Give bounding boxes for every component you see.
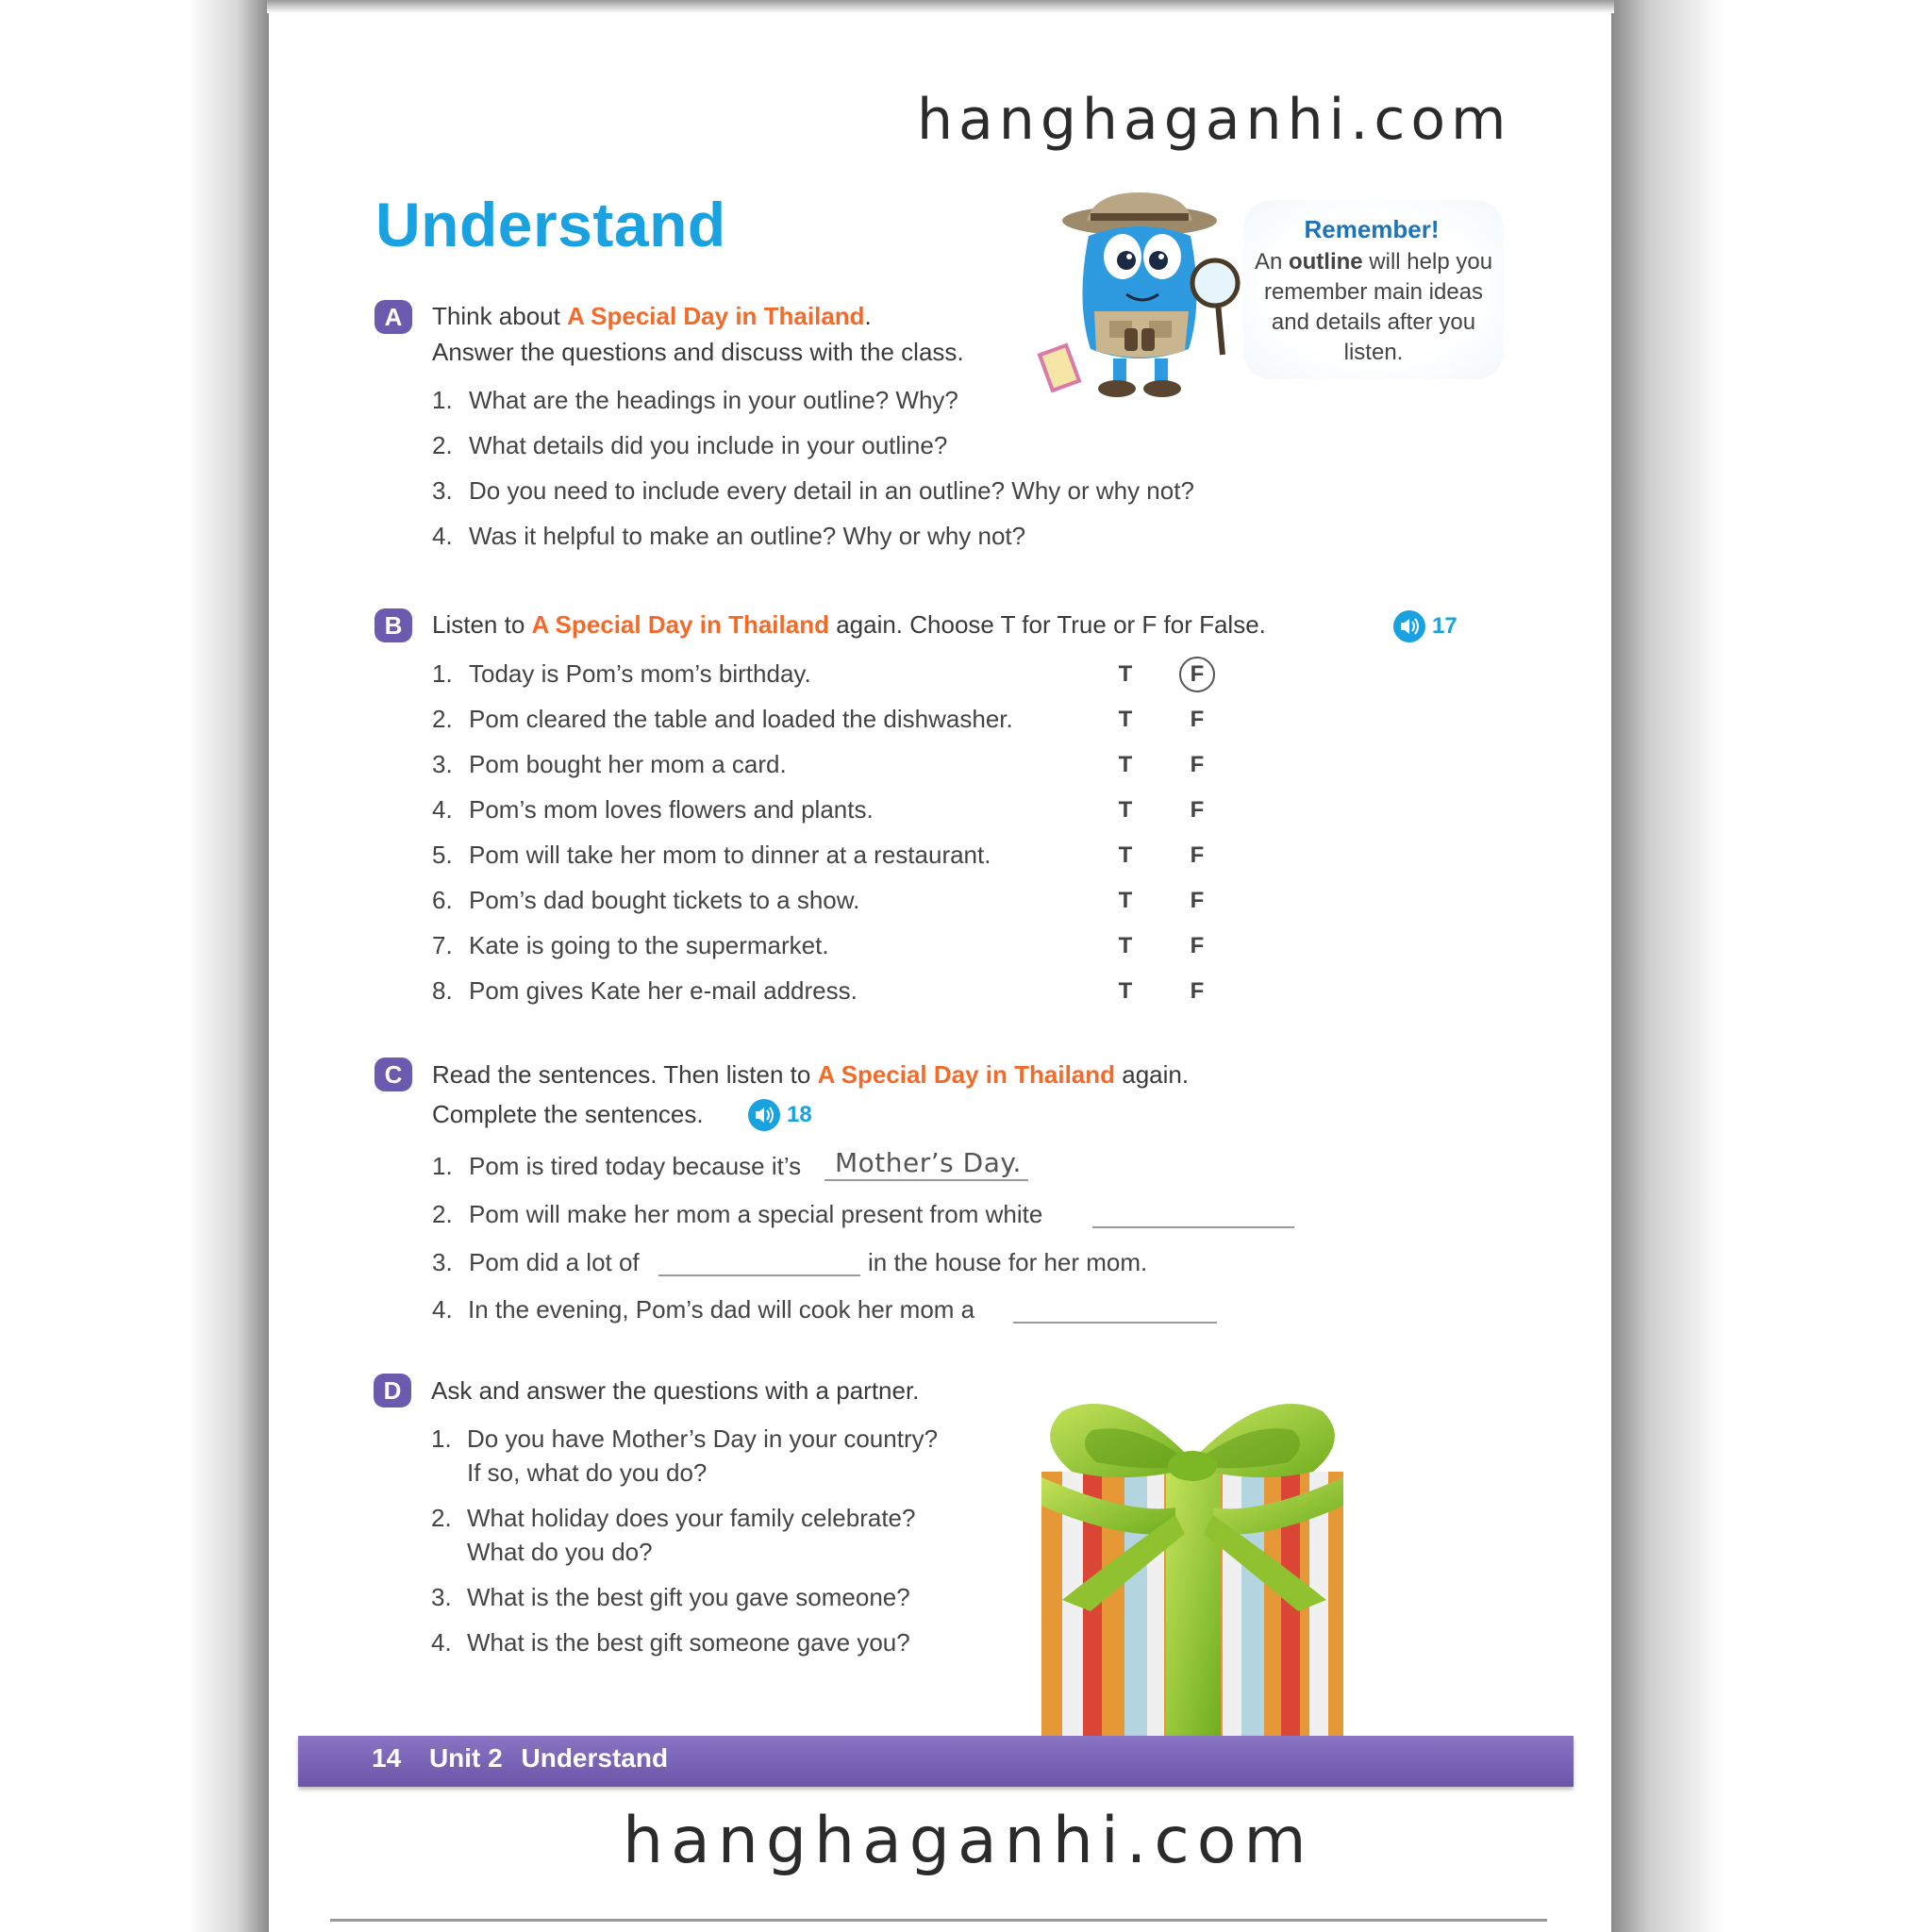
section-a-instruction-line2: Answer the questions and discuss with the class. xyxy=(432,338,964,366)
section-d-badge: D xyxy=(374,1374,411,1407)
audio-track-number: 17 xyxy=(1432,613,1457,639)
answer-blank[interactable] xyxy=(1092,1224,1294,1228)
watermark-top: hanghaganhi.com xyxy=(917,87,1512,153)
discussion-item-line1: What holiday does your family celebrate? xyxy=(467,1504,916,1532)
section-b-audio-button[interactable] xyxy=(1392,609,1457,643)
tf-item-number: 6. xyxy=(432,886,453,914)
tf-item-text: Kate is going to the supermarket. xyxy=(469,931,829,959)
tf-item-text: Pom’s dad bought tickets to a show. xyxy=(469,886,860,914)
discussion-item-line1: What is the best gift you gave someone? xyxy=(467,1583,910,1611)
true-option[interactable]: T xyxy=(1118,707,1133,732)
speaker-icon xyxy=(747,1098,781,1132)
section-a-question: What are the headings in your outline? Why? xyxy=(469,386,958,414)
fill-item-text: Pom will make her mom a special present from white xyxy=(469,1200,1043,1228)
page-shadow-top xyxy=(267,0,1614,13)
remember-body: An outline will help you remember main ideas and details after you listen. xyxy=(1254,249,1493,365)
footer-section: Understand xyxy=(521,1743,669,1773)
page-title: Understand xyxy=(375,190,726,259)
tf-item-text: Pom gives Kate her e-mail address. xyxy=(469,976,858,1005)
fill-item-number: 3. xyxy=(432,1248,453,1276)
section-a-badge: A xyxy=(375,300,412,334)
tf-item-number: 4. xyxy=(432,795,453,824)
answer-blank[interactable] xyxy=(658,1273,860,1276)
true-option[interactable]: T xyxy=(1118,661,1133,687)
tf-item-number: 2. xyxy=(432,705,453,733)
footer-text xyxy=(372,1743,689,1774)
discussion-item-number: 2. xyxy=(431,1504,452,1532)
tf-item-text: Pom will take her mom to dinner at a restaurant. xyxy=(469,841,991,869)
section-a-question: Do you need to include every detail in an outline? Why or why not? xyxy=(469,476,1194,505)
explorer-mascot-illustration xyxy=(1028,189,1245,406)
section-b-badge: B xyxy=(375,608,412,642)
tf-item-text: Pom bought her mom a card. xyxy=(469,750,787,778)
footer-unit: Unit 2 xyxy=(428,1743,503,1773)
section-c-instruction-line2: Complete the sentences. xyxy=(432,1100,704,1128)
section-a-question: What details did you include in your outline? xyxy=(469,431,948,459)
true-option[interactable]: T xyxy=(1118,978,1133,1004)
false-option-circled[interactable]: F xyxy=(1179,657,1215,692)
gift-box-illustration xyxy=(1034,1374,1351,1740)
section-c-badge: C xyxy=(375,1058,412,1091)
section-a-question-number: 3. xyxy=(432,476,453,505)
true-option[interactable]: T xyxy=(1118,933,1133,958)
tf-item-number: 1. xyxy=(432,659,453,688)
watermark-bottom: hanghaganhi.com xyxy=(623,1804,1314,1878)
section-a-instruction-line1: Think about A Special Day in Thailand. xyxy=(432,302,872,330)
tf-item-text: Pom’s mom loves flowers and plants. xyxy=(469,795,874,824)
section-a-question-number: 4. xyxy=(432,522,453,550)
audio-track-number: 18 xyxy=(787,1102,812,1127)
remember-title: Remember! xyxy=(1304,215,1440,243)
false-option[interactable]: F xyxy=(1190,752,1205,777)
tf-item-number: 8. xyxy=(432,976,453,1005)
tf-item-text: Pom cleared the table and loaded the dishwasher. xyxy=(469,705,1013,733)
page-shadow-left xyxy=(0,0,269,1932)
fill-item-text: Pom did a lot of xyxy=(469,1248,640,1276)
fill-item-number: 1. xyxy=(432,1152,453,1180)
fill-item-text: Pom is tired today because it’s xyxy=(469,1152,802,1180)
fill-item-text: In the evening, Pom’s dad will cook her mom a xyxy=(468,1295,975,1324)
false-option[interactable]: F xyxy=(1190,842,1205,868)
tf-item-number: 5. xyxy=(432,841,453,869)
section-b-instruction: Listen to A Special Day in Thailand again. Choose T for True or F for False. xyxy=(432,610,1266,639)
tf-item-text: Today is Pom’s mom’s birthday. xyxy=(469,659,811,688)
false-option[interactable]: F xyxy=(1190,978,1205,1004)
fill-item-text-after: in the house for her mom. xyxy=(868,1248,1148,1276)
true-option[interactable]: T xyxy=(1118,888,1133,913)
handwritten-answer: Mother’s Day. xyxy=(835,1147,1022,1178)
tf-item-number: 3. xyxy=(432,750,453,778)
false-option[interactable]: F xyxy=(1190,888,1205,913)
discussion-item-number: 3. xyxy=(431,1583,452,1611)
page-number: 14 xyxy=(372,1743,402,1773)
discussion-item-number: 1. xyxy=(431,1424,452,1453)
true-option[interactable]: T xyxy=(1118,752,1133,777)
answer-blank[interactable] xyxy=(1013,1320,1217,1324)
section-a-question-number: 2. xyxy=(432,431,453,459)
true-option[interactable]: T xyxy=(1118,797,1133,823)
discussion-item-line1: What is the best gift someone gave you? xyxy=(467,1628,910,1657)
tf-item-number: 7. xyxy=(432,931,453,959)
section-c-instruction-line1: Read the sentences. Then listen to A Special Day in Thailand again. xyxy=(432,1060,1190,1089)
fill-item-number: 2. xyxy=(432,1200,453,1228)
section-a-question: Was it helpful to make an outline? Why or why not? xyxy=(469,522,1026,550)
section-a-question-number: 1. xyxy=(432,386,453,414)
false-option[interactable]: F xyxy=(1190,707,1205,732)
fill-item-number: 4. xyxy=(432,1295,453,1324)
false-option[interactable]: F xyxy=(1190,933,1205,958)
discussion-item-line2: If so, what do you do? xyxy=(467,1458,708,1487)
speaker-icon xyxy=(1392,609,1426,643)
true-option[interactable]: T xyxy=(1118,842,1133,868)
false-option[interactable]: F xyxy=(1190,797,1205,823)
discussion-item-line1: Do you have Mother’s Day in your country? xyxy=(467,1424,939,1453)
discussion-item-number: 4. xyxy=(431,1628,452,1657)
section-c-audio-button[interactable] xyxy=(747,1098,812,1132)
discussion-item-line2: What do you do? xyxy=(467,1538,653,1566)
page-shadow-right xyxy=(1611,0,1932,1932)
section-d-instruction: Ask and answer the questions with a partner. xyxy=(431,1376,920,1405)
page-bottom-edge xyxy=(330,1919,1547,1922)
